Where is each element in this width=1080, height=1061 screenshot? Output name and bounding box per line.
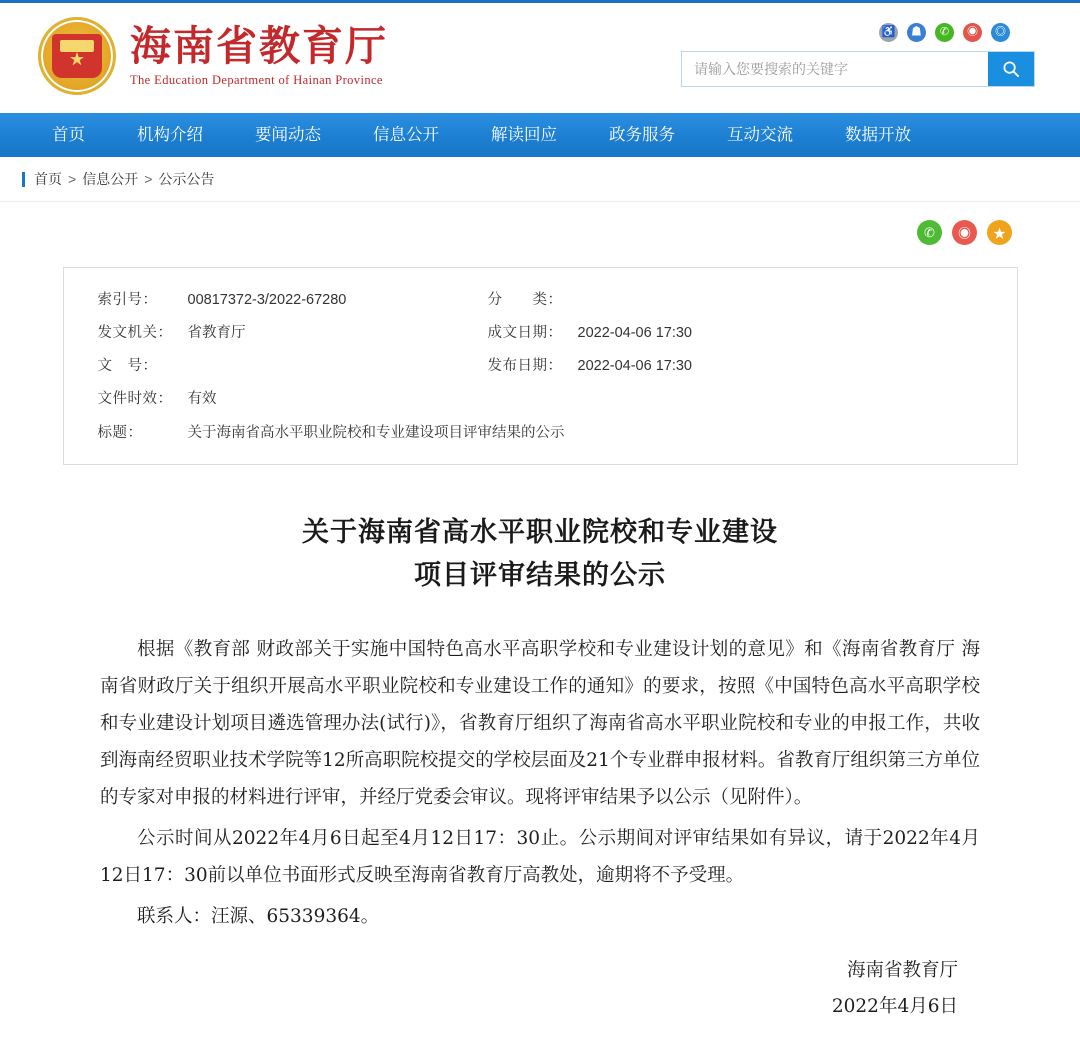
search-icon — [1002, 60, 1020, 78]
document-meta-box — [63, 267, 1018, 465]
site-logo[interactable] — [38, 17, 388, 95]
meta-label-category: 分 类： — [487, 292, 563, 308]
meta-value-index: 00817372-3/2022-67280 — [187, 292, 347, 308]
logo-title-en: The Education Department of Hainan Province — [130, 72, 383, 87]
breadcrumb-marker — [22, 172, 25, 187]
signature-date: 2022年4月6日 — [831, 995, 958, 1017]
meta-label-written-date: 成文日期： — [487, 325, 563, 341]
breadcrumb-item-announcement[interactable]: 公示公告 — [158, 171, 215, 187]
person-icon[interactable]: ☗ — [907, 23, 926, 42]
page-title-line-1: 关于海南省高水平职业院校和专业建设 — [302, 517, 778, 548]
meta-label-validity: 文件时效： — [97, 391, 173, 407]
main-nav — [0, 113, 1080, 157]
meta-label-doc-no: 文 号： — [97, 358, 158, 374]
accessibility-icon[interactable]: ♿ — [879, 23, 898, 42]
nav-item-home[interactable]: 首页 — [52, 125, 85, 144]
nav-item-news[interactable]: 要闻动态 — [255, 125, 321, 144]
article-body — [100, 631, 980, 935]
meta-label-title: 标题： — [97, 425, 143, 441]
meta-label-index: 索引号： — [97, 292, 158, 308]
nav-item-open-data[interactable]: 数据开放 — [845, 125, 911, 144]
eye-icon[interactable]: ◎ — [991, 23, 1010, 42]
share-wechat-icon[interactable]: ✆ — [917, 220, 942, 245]
share-weibo-icon[interactable]: ◉ — [952, 220, 977, 245]
signature-org: 海南省教育厅 — [846, 960, 958, 982]
weibo-icon[interactable]: ◉ — [963, 23, 982, 42]
meta-value-publish-date: 2022-04-06 17:30 — [577, 358, 692, 374]
page-title-line-2: 项目评审结果的公示 — [414, 560, 666, 592]
logo-title-cn: 海南省教育厅 — [130, 22, 388, 71]
nav-item-services[interactable]: 政务服务 — [609, 125, 675, 144]
top-icon-row — [879, 23, 1010, 42]
article-paragraph: 公示时间从2022年4月6日起至4月12日17：30止。公示期间对评审结果如有异议，请于2022年4月12日17：30前以单位书面形式反映至海南省教育厅高教处，逾期将不予受理。 — [100, 828, 980, 887]
meta-title-row — [98, 421, 983, 442]
breadcrumb-item-home[interactable]: 首页 — [34, 171, 62, 187]
article — [100, 465, 980, 1024]
article-paragraph: 根据《教育部 财政部关于实施中国特色高水平高职学校和专业建设计划的意见》和《海南省教育厅 海南省财政厅关于组织开展高水平职业院校和专业建设工作的通知》的要求，按照《中国特色高水平高职学校和专业建设计划项目遴选管理办法(试行)》，省教育厅组织了海南省高水平职业院校和专业的申报工作，共收到海南经贸职业技术学院等12所高职院校提交的学校层面及21个专业群申报材料。省教育厅组织第三方单位的专家对申报的材料进行评审，并经厅党委会审议。现将评审结果予以公示（见附件）。 — [100, 639, 980, 809]
breadcrumb-item-disclosure[interactable]: 信息公开 — [82, 171, 139, 187]
national-emblem-icon — [38, 17, 116, 95]
meta-value-validity: 有效 — [187, 391, 217, 407]
document-meta-grid — [98, 288, 983, 408]
breadcrumb-separator: > — [68, 171, 77, 187]
article-paragraph: 联系人：汪源、65339364。 — [137, 906, 380, 928]
meta-value-title: 关于海南省高水平职业院校和专业建设项目评审结果的公示 — [187, 425, 565, 441]
search-button[interactable] — [988, 52, 1034, 86]
wechat-icon[interactable]: ✆ — [935, 23, 954, 42]
nav-item-about[interactable]: 机构介绍 — [137, 125, 203, 144]
article-signature — [100, 953, 980, 1023]
nav-item-disclosure[interactable]: 信息公开 — [373, 125, 439, 144]
site-header — [0, 0, 1080, 113]
meta-label-issuer: 发文机关： — [97, 325, 173, 341]
search-input[interactable] — [682, 52, 988, 86]
share-favorite-icon[interactable]: ★ — [987, 220, 1012, 245]
meta-label-publish-date: 发布日期： — [487, 358, 563, 374]
meta-value-issuer: 省教育厅 — [187, 325, 246, 341]
share-row — [0, 202, 1080, 245]
nav-item-interpretation[interactable]: 解读回应 — [491, 125, 557, 144]
page-title — [100, 511, 980, 597]
breadcrumb-separator: > — [144, 171, 153, 187]
nav-item-interaction[interactable]: 互动交流 — [727, 125, 793, 144]
meta-value-written-date: 2022-04-06 17:30 — [577, 325, 692, 341]
breadcrumb — [0, 157, 1080, 202]
search-box — [681, 51, 1035, 87]
logo-text — [130, 24, 388, 88]
